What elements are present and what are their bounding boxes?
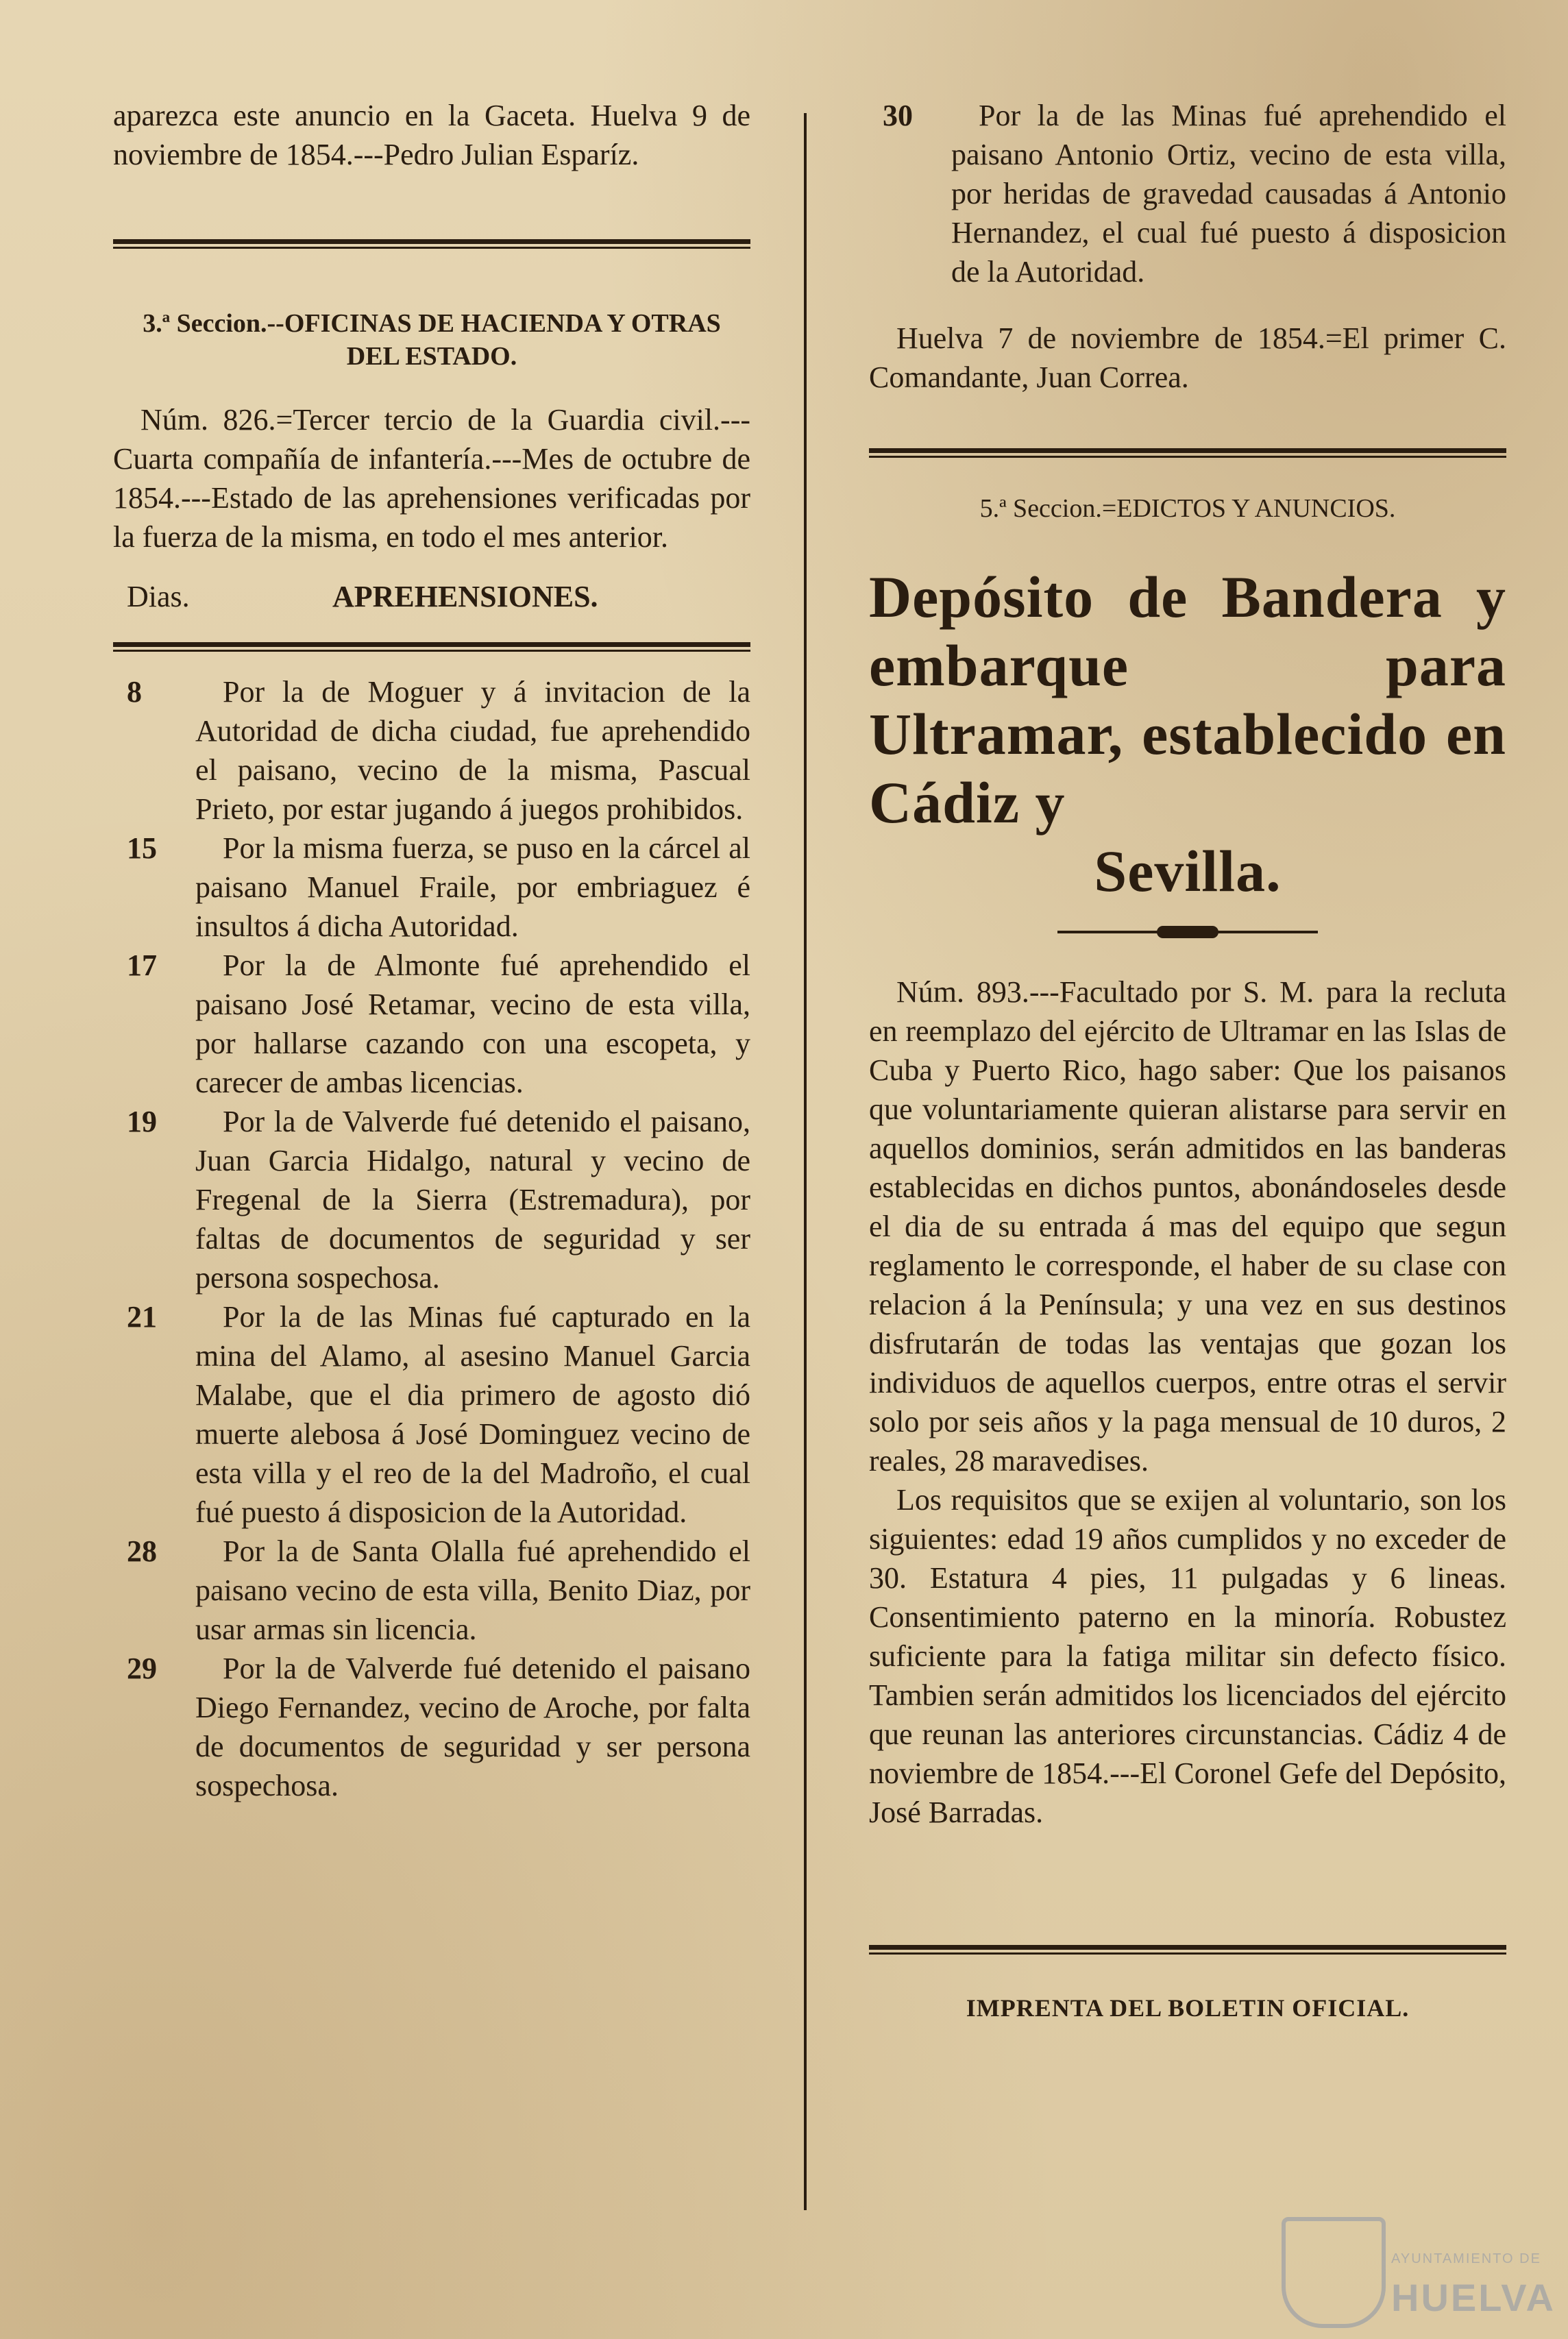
rule [113,236,750,252]
rule [113,639,750,655]
num-893-paragraph: Núm. 893.---Facultado por S. M. para la recluta en reemplazo del ejército de Ultramar en las Islas de Cuba y Puerto Rico, hago saber: Que los paisanos que voluntariamente quieran alistarse para servir en aquellos dominios, serán admitidos en las banderas establecidas en dichos puntos, abonándoseles desde el dia de su entrada á mas del equipo que segun reglamento le corresponde, el haber de su clase con relacion á la Península; y una vez en sus destinos disfrutarán de todas las ventajas que gozan los individuos de aquellos cuerpos, entre otras el servir solo por seis años y la paga mensual de 10 duros, 2 reales, 28 maravedises. [869,975,1506,1478]
watermark-name: HUELVA [1391,2276,1556,2319]
notice-title-last: Sevilla. [1094,838,1282,904]
entry-day: 28 [127,1534,157,1568]
entry-text: Por la de las Minas fué aprehendido el paisano Antonio Ortiz, vecino de esta villa, por heridas de gravedad causadas á Antonio Hernandez, el cual fué puesto á disposicion de la Autoridad. [951,99,1506,289]
entry-day: 29 [127,1652,157,1685]
entry-text: Por la de Moguer y á invitacion de la Autoridad de dicha ciudad, fue aprehendido el paisano, vecino de la misma, Pascual Prieto, por estar jugando á juegos prohibidos. [195,675,750,826]
entry-day: 8 [127,675,142,709]
imprint-footer: IMPRENTA DEL BOLETIN OFICIAL. [966,1994,1410,2022]
notice-title-main: Depósito de Bandera y embarque para Ultramar, establecido en Cádiz y [869,564,1506,835]
column-divider [804,113,807,2210]
section-3-heading: 3.ª Seccion.--OFICINAS DE HACIENDA Y OTRAS DEL ESTADO. [143,309,721,371]
entry-day: 19 [127,1105,157,1138]
entry-day: 30 [883,99,913,132]
entry-text: Por la de Santa Olalla fué aprehendido el paisano vecino de esta villa, Benito Diaz, por usar armas sin licencia. [195,1534,750,1646]
list-item [113,1649,750,1805]
num-826-paragraph: Núm. 826.=Tercer tercio de la Guardia civil.---Cuarta compañía de infantería.---Mes de octubre de 1854.---Estado de las aprehensiones verificadas por la fuerza de la misma, en todo el mes anterior. [113,403,750,554]
list-item [113,672,750,829]
right-column [869,96,1506,2053]
intro-paragraph: aparezca este anuncio en la Gaceta. Huelva 9 de noviembre de 1854.---Pedro Julian Esparíz. [113,99,750,171]
entry-day: 15 [127,831,157,865]
requisitos-paragraph: Los requisitos que se exijen al voluntario, son los siguientes: edad 19 años cumplidos y no exceder de 30. Estatura 4 pies, 11 pulgadas y 6 lineas. Consentimiento paterno en la minoría. Robustez suficiente para la fatiga militar sin defecto físico. Tambien serán admitidos los licenciados del ejército que reunan las anteriores circunstancias. Cádiz 4 de noviembre de 1854.---El Coronel Gefe del Depósito, José Barradas. [869,1483,1506,1829]
rule [869,445,1506,461]
entry-text: Por la de Valverde fué detenido el paisano, Juan Garcia Hidalgo, natural y vecino de Fregenal de la Sierra (Estremadura), por faltas de documentos de seguridad y ser persona sospechosa. [195,1105,750,1295]
list-item [113,1102,750,1297]
entry-day: 21 [127,1300,157,1334]
section-5-heading: 5.ª Seccion.=EDICTOS Y ANUNCIOS. [979,494,1396,523]
left-column [113,96,750,1805]
crest-icon [1282,2217,1386,2328]
huelva-watermark-logo [1282,2210,1556,2327]
ornament-divider [1057,926,1318,938]
list-item [113,1297,750,1532]
rule [869,1942,1506,1958]
entry-text: Por la de Almonte fué aprehendido el paisano José Retamar, vecino de esta villa, por hallarse cazando con una escopeta, y carecer de ambas licencias. [195,948,750,1099]
entry-text: Por la de Valverde fué detenido el paisano Diego Fernandez, vecino de Aroche, por falta de documentos de seguridad y ser persona sospechosa. [195,1652,750,1802]
list-item [113,946,750,1102]
entry-text: Por la misma fuerza, se puso en la cárcel al paisano Manuel Fraile, por embriaguez é insultos á dicha Autoridad. [195,831,750,943]
col-header-aprehensiones: APREHENSIONES. [332,580,598,613]
entry-day: 17 [127,948,157,982]
list-item [113,1532,750,1649]
notice-title [869,563,1506,905]
table-header [113,577,750,618]
col-header-days: Dias. [127,580,190,613]
list-item [869,96,1506,291]
entry-text: Por la de las Minas fué capturado en la mina del Alamo, al asesino Manuel Garcia Malabe, que el dia primero de agosto dió muerte alebosa á José Dominguez vecino de esta villa y el reo de la del Madroño, el cual fué puesto á disposicion de la Autoridad. [195,1300,750,1529]
list-item [113,829,750,946]
closing-signature: Huelva 7 de noviembre de 1854.=El primer C. Comandante, Juan Correa. [869,321,1506,394]
watermark-sub: AYUNTAMIENTO DE [1391,2251,1541,2266]
